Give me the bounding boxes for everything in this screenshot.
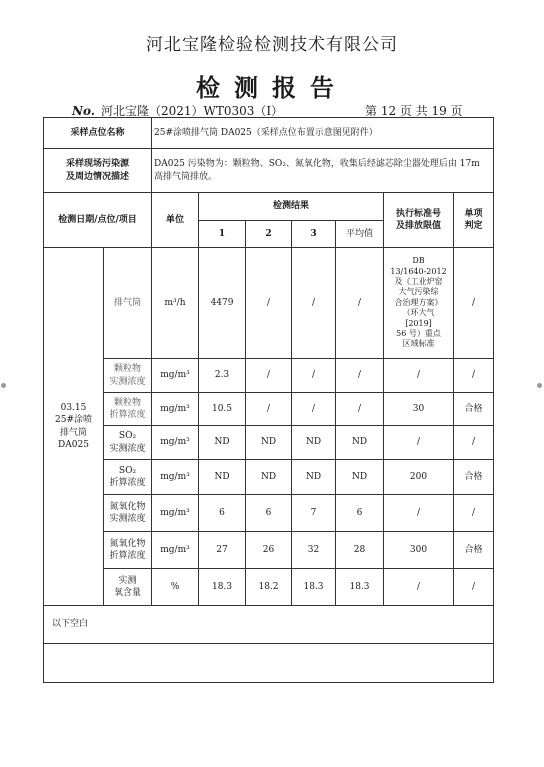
blank-marker: 以下空白: [44, 606, 494, 644]
value-cell: 32: [292, 532, 336, 569]
value-cell: 6: [199, 495, 246, 532]
average-cell: 18.3: [336, 569, 384, 606]
item-cell: 实测 氧含量: [104, 569, 152, 606]
unit-cell: mg/m³: [152, 393, 199, 426]
table-row: [44, 569, 494, 606]
date-point-group: 03.15 25#涂喷 排气筒 DA025: [44, 248, 104, 606]
judge-cell: 合格: [454, 532, 494, 569]
standard-header: 执行标准号 及排放限值: [384, 193, 454, 248]
results-header: 检测结果: [199, 193, 384, 221]
item-cell: 颗粒物 折算浓度: [104, 393, 152, 426]
sampling-point-value: 25#涂喷排气筒 DA025（采样点位布置示意图见附件）: [152, 118, 494, 149]
value-cell: ND: [246, 426, 292, 460]
unit-cell: mg/m³: [152, 495, 199, 532]
judge-cell: /: [454, 569, 494, 606]
average-cell: ND: [336, 426, 384, 460]
item-cell: SO₂ 折算浓度: [104, 460, 152, 495]
average-cell: /: [336, 393, 384, 426]
report-number-value: 河北宝隆（2021）WT0303（Ⅰ）: [100, 104, 284, 118]
date-point-item-header: 检测日期/点位/项目: [44, 193, 152, 248]
unit-cell: mg/m³: [152, 359, 199, 393]
average-cell: ND: [336, 460, 384, 495]
judge-cell: /: [454, 359, 494, 393]
value-cell: 2.3: [199, 359, 246, 393]
judge-cell: /: [454, 495, 494, 532]
value-cell: 26: [246, 532, 292, 569]
company-name: 河北宝隆检验检测技术有限公司: [146, 35, 398, 55]
table-row: [44, 495, 494, 532]
standard-cell: /: [384, 426, 454, 460]
item-cell: 排气筒: [104, 248, 152, 359]
empty-row: [44, 644, 494, 683]
standard-cell: DB 13/1640-2012 及《工业炉窑 大气污染综 合治理方案》 （环大气 [2019] 56 号）重点 区域标准: [384, 248, 454, 359]
average-cell: /: [336, 248, 384, 359]
unit-cell: m³/h: [152, 248, 199, 359]
judge-cell: 合格: [454, 460, 494, 495]
table-row: [44, 248, 494, 359]
value-cell: ND: [199, 460, 246, 495]
value-cell: /: [292, 359, 336, 393]
judge-cell: 合格: [454, 393, 494, 426]
judge-header: 单项 判定: [454, 193, 494, 248]
sampling-point-label: 采样点位名称: [44, 118, 152, 149]
binding-hole: [1, 383, 6, 388]
value-cell: 10.5: [199, 393, 246, 426]
value-cell: 18.2: [246, 569, 292, 606]
value-cell: ND: [199, 426, 246, 460]
unit-cell: mg/m³: [152, 460, 199, 495]
item-cell: 颗粒物 实测浓度: [104, 359, 152, 393]
value-cell: /: [292, 248, 336, 359]
table-row: [44, 532, 494, 569]
report-table: [43, 117, 494, 683]
value-cell: 18.3: [292, 569, 336, 606]
judge-cell: /: [454, 426, 494, 460]
binding-hole: [537, 383, 542, 388]
table-row: [44, 359, 494, 393]
item-cell: SO₂ 实测浓度: [104, 426, 152, 460]
unit-cell: mg/m³: [152, 532, 199, 569]
unit-cell: mg/m³: [152, 426, 199, 460]
col2-header: 2: [246, 221, 292, 248]
report-number-label: No.: [72, 104, 95, 118]
value-cell: 4479: [199, 248, 246, 359]
value-cell: /: [246, 359, 292, 393]
standard-cell: 30: [384, 393, 454, 426]
source-description-value: DA025 污染物为：颗粒物、SO₂、氮氧化物，收集后经滤芯除尘器处理后由 17m 高排气筒排放。: [152, 149, 494, 193]
average-header: 平均值: [336, 221, 384, 248]
standard-cell: /: [384, 569, 454, 606]
table-row: [44, 393, 494, 426]
unit-header: 单位: [152, 193, 199, 248]
source-description-label: 采样现场污染源 及周边情况描述: [44, 149, 152, 193]
standard-cell: /: [384, 359, 454, 393]
average-cell: 28: [336, 532, 384, 569]
table-row: [44, 460, 494, 495]
value-cell: /: [246, 393, 292, 426]
item-cell: 氮氧化物 折算浓度: [104, 532, 152, 569]
page-info: 第 12 页 共 19 页: [365, 104, 463, 118]
report-title: 检测报告: [196, 73, 348, 102]
table-row: [44, 426, 494, 460]
blank-row: [44, 606, 494, 644]
col1-header: 1: [199, 221, 246, 248]
value-cell: ND: [292, 460, 336, 495]
average-cell: 6: [336, 495, 384, 532]
value-cell: /: [246, 248, 292, 359]
value-cell: 6: [246, 495, 292, 532]
standard-cell: /: [384, 495, 454, 532]
average-cell: /: [336, 359, 384, 393]
item-cell: 氮氧化物 实测浓度: [104, 495, 152, 532]
standard-cell: 200: [384, 460, 454, 495]
empty-cell: [44, 644, 494, 683]
value-cell: ND: [246, 460, 292, 495]
value-cell: ND: [292, 426, 336, 460]
value-cell: 7: [292, 495, 336, 532]
col3-header: 3: [292, 221, 336, 248]
unit-cell: %: [152, 569, 199, 606]
standard-cell: 300: [384, 532, 454, 569]
value-cell: /: [292, 393, 336, 426]
value-cell: 18.3: [199, 569, 246, 606]
value-cell: 27: [199, 532, 246, 569]
judge-cell: /: [454, 248, 494, 359]
